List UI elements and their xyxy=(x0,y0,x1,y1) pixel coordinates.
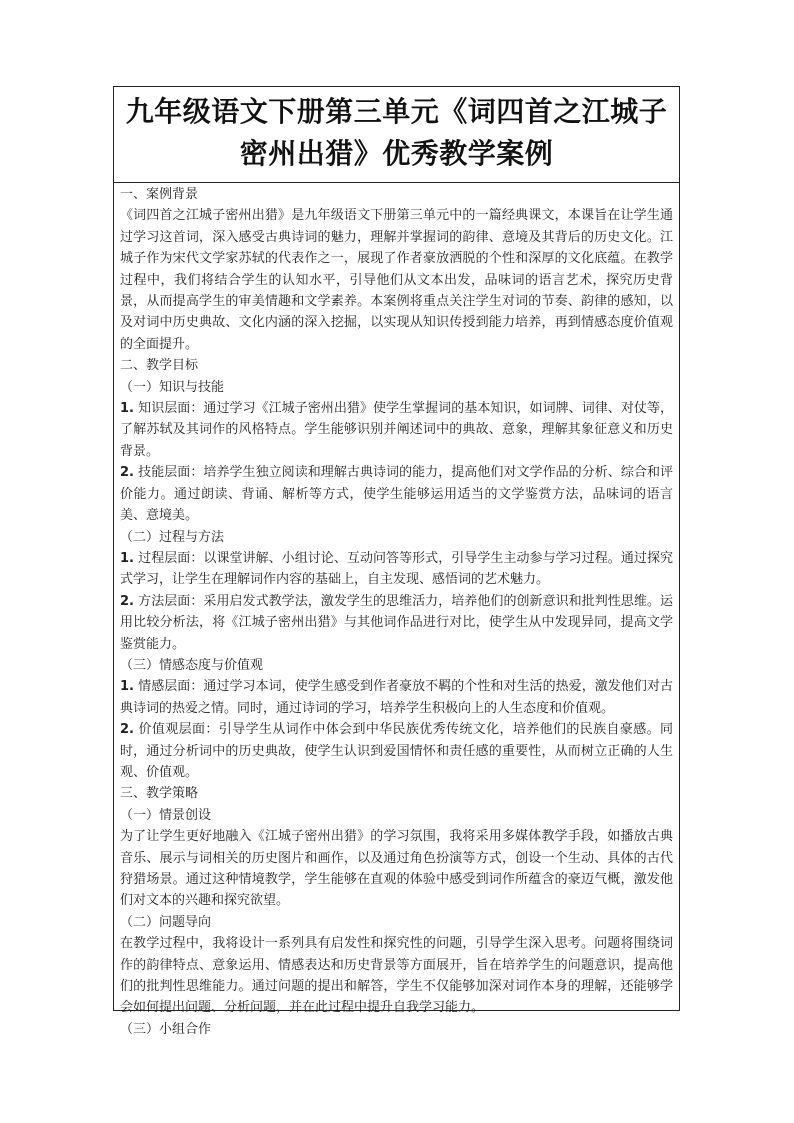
list-number: 2. xyxy=(120,593,134,609)
subheading-emotion: （三）情感态度与价值观 xyxy=(120,657,264,673)
question-paragraph: 在教学过程中，我将设计一系列具有启发性和探究性的问题，引导学生深入思考。问题将围绕词作的韵律特点、意象运用、情感表达和历史背景等方面展开，旨在培养学生的问题意识，提高他们的批判性思维能力。通过问题的提出和解答，学生不仅能够加深对词作本身的理解，还能够学会如何提出问题、分析问题，并在此过程中提升自我学习能力。 xyxy=(120,936,673,1016)
title-line-1: 九年级语文下册第三单元《词四首之江城子 xyxy=(125,95,668,128)
title-line-2: 密州出猎》优秀教学案例 xyxy=(239,137,554,170)
document-title xyxy=(114,87,679,183)
section-heading-background: 一、案例背景 xyxy=(120,187,199,202)
process-item-1-text: 过程层面：以课堂讲解、小组讨论、互动问答等形式，引导学生主动参与学习过程。通过探究式学习，让学生在理解词作内容的基础上，自主发现、感悟词的艺术魅力。 xyxy=(120,550,673,588)
process-item-2-text: 方法层面：采用启发式教学法，激发学生的思维活力，培养他们的创新意识和批判性思维。运用比较分析法，将《江城子密州出猎》与其他词作品进行对比，使学生从中发现异同，提高文学鉴赏能力。 xyxy=(120,593,673,652)
process-item-2 xyxy=(120,591,673,655)
emotion-item-1 xyxy=(120,676,673,719)
list-number: 1. xyxy=(120,679,134,695)
scene-paragraph: 为了让学生更好地融入《江城子密州出猎》的学习氛围，我将采用多媒体教学手段，如播放古典音乐、展示与词相关的历史图片和画作，以及通过角色扮演等方式，创设一个生动、具体的古代狩猎场景。通过这种情境教学，学生能够在直观的体验中感受到词作所蕴含的豪迈气概，激发他们对文本的兴趣和探究欲望。 xyxy=(120,829,673,909)
process-item-1 xyxy=(120,548,673,591)
knowledge-item-2-text: 技能层面：培养学生独立阅读和理解古典诗词的能力，提高他们对文学作品的分析、综合和评价能力。通过朗读、背诵、解析等方式，使学生能够运用适当的文学鉴赏方法，品味词的语言美、意境美。 xyxy=(120,465,673,524)
knowledge-item-1-text: 知识层面：通过学习《江城子密州出猎》使学生掌握词的基本知识，如词牌、词律、对仗等，了解苏轼及其词作的风格特点。学生能够识别并阐述词中的典故、意象，理解其象征意义和历史背景。 xyxy=(120,401,673,459)
emotion-item-2-text: 价值观层面：引导学生从词作中体会到中华民族优秀传统文化，培养他们的民族自豪感。同时，通过分析词中的历史典故，使学生认识到爱国情怀和责任感的重要性，从而树立正确的人生观、价值观。 xyxy=(120,722,673,780)
section-heading-strategy: 三、教学策略 xyxy=(120,786,199,802)
emotion-item-1-text: 情感层面：通过学习本词，使学生感受到作者豪放不羁的个性和对生活的热爱，激发他们对古典诗词的热爱之情。同时，通过诗词的学习，培养学生积极向上的人生态度和价值观。 xyxy=(120,679,673,716)
subheading-scene: （一）情景创设 xyxy=(120,807,212,823)
subheading-process: （二）过程与方法 xyxy=(120,529,225,545)
background-paragraph: 《词四首之江城子密州出猎》是九年级语文下册第三单元中的一篇经典课文，本课旨在让学生通过学习这首词，深入感受古典诗词的魅力，理解并掌握词的韵律、意境及其背后的历史文化。江城子作为宋代文学家苏轼的代表作之一，展现了作者豪放洒脱的个性和深厚的文化底蕴。在教学过程中，我们将结合学生的认知水平，引导他们从文本出发，品味词的语言艺术，探究历史背景，从而提高学生的审美情趣和文学素养。本案例将重点关注学生对词的节奏、韵律的感知，以及对词中历史典故、文化内涵的深入挖掘，以实现从知识传授到能力培养，再到情感态度价值观的全面提升。 xyxy=(120,208,673,352)
knowledge-item-1 xyxy=(120,398,673,462)
subheading-group: （三）小组合作 xyxy=(120,1021,212,1037)
list-number: 2. xyxy=(120,465,134,481)
document-body xyxy=(114,183,679,1040)
subheading-knowledge: （一）知识与技能 xyxy=(120,379,225,395)
list-number: 1. xyxy=(120,401,134,417)
section-heading-goals: 二、教学目标 xyxy=(120,358,199,374)
knowledge-item-2 xyxy=(120,462,673,526)
list-number: 1. xyxy=(120,550,134,566)
subheading-question: （二）问题导向 xyxy=(120,914,212,930)
emotion-item-2 xyxy=(120,719,673,783)
list-number: 2. xyxy=(120,722,134,738)
document-table xyxy=(113,86,680,1037)
